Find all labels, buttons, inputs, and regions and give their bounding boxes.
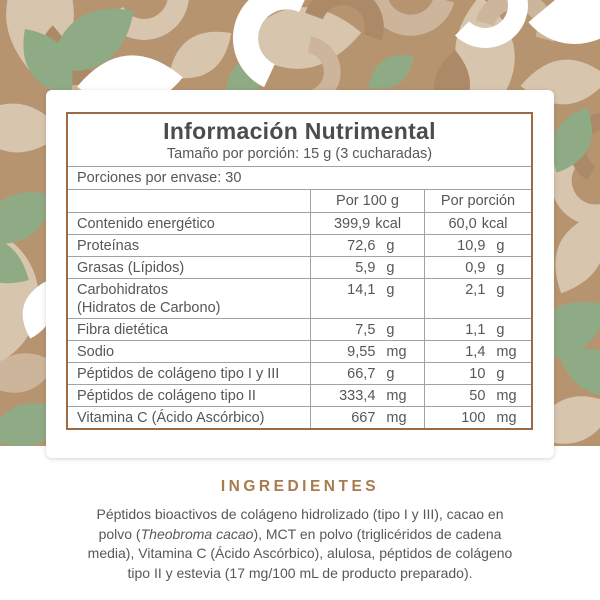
row-name: Proteínas [77,237,140,254]
value-number: 399,9 [333,215,371,232]
row-name-line2: (Hidratos de Carbono) [77,300,221,316]
value-number: 7,5 [355,321,376,338]
table-row [68,212,531,234]
value-number: 10 [469,365,486,382]
value-unit: g [386,365,395,382]
row-name: Péptidos de colágeno tipo II [77,387,256,404]
value-per-100g [310,279,424,318]
value-per-portion [424,319,531,340]
value-unit: mg [496,343,517,360]
column-header-row [68,189,531,212]
table-row [68,362,531,384]
value-unit: g [496,259,505,276]
value-unit: mg [386,387,407,404]
value-per-100g [310,385,424,406]
table-row [68,340,531,362]
value-per-portion [424,385,531,406]
value-number: 72,6 [347,237,376,254]
value-per-100g [310,407,424,428]
column-header-per-portion: Por porción [424,190,531,212]
value-unit: g [496,365,505,382]
value-per-100g [310,213,424,234]
ingredients-section [0,478,600,583]
row-name [68,279,310,318]
value-number: 66,7 [347,365,376,382]
value-unit: mg [386,409,407,426]
value-number: 1,1 [465,321,486,338]
value-per-portion [424,279,531,318]
ingredients-latin-name: Theobroma cacao [140,525,254,542]
value-number: 5,9 [355,259,376,276]
value-unit: g [386,282,395,298]
value-unit: mg [496,387,517,404]
table-title: Información Nutrimental [163,118,436,144]
value-unit: g [386,259,395,276]
value-number: 10,9 [457,237,486,254]
ingredients-line [0,525,600,545]
ingredients-text [0,505,600,583]
value-unit: kcal [481,215,508,232]
table-row [68,234,531,256]
table-row [68,256,531,278]
value-number: 60,0 [448,215,477,232]
value-number: 1,4 [465,343,486,360]
table-row [68,278,531,318]
value-number: 14,1 [347,282,376,298]
value-per-portion [424,407,531,428]
row-name: Sodio [77,343,115,360]
table-row [68,318,531,340]
value-number: 50 [469,387,486,404]
value-per-portion [424,257,531,278]
value-unit: g [496,237,505,254]
serving-size-text: Tamaño por porción: 15 g (3 cucharadas) [166,146,433,162]
nutrition-card [46,90,554,458]
value-per-portion [424,363,531,384]
ingredients-line-part: polvo ( [98,525,141,542]
row-name: Péptidos de colágeno tipo I y III [77,365,280,382]
row-name-line1: Carbohidratos [77,282,169,298]
servings-per-container: Porciones por envase: 30 [68,166,531,189]
value-per-100g [310,341,424,362]
value-unit: mg [386,343,407,360]
value-unit: g [386,237,395,254]
value-number: 2,1 [465,282,486,298]
table-row [68,384,531,406]
column-header-empty [68,190,310,212]
row-name: Vitamina C (Ácido Ascórbico) [77,409,265,426]
value-unit: g [386,321,395,338]
value-number: 667 [351,409,376,426]
value-unit: g [496,321,505,338]
ingredients-line: media), Vitamina C (Ácido Ascórbico), alulosa, péptidos de colágeno [87,545,513,561]
row-name: Fibra dietética [77,321,169,338]
value-unit: mg [496,409,517,426]
row-name: Contenido energético [77,215,215,232]
value-per-100g [310,257,424,278]
ingredients-heading: INGREDIENTES [220,478,380,495]
value-unit: kcal [375,215,402,232]
value-per-portion [424,213,531,234]
value-number: 100 [461,409,486,426]
value-per-portion [424,235,531,256]
ingredients-line: Péptidos bioactivos de colágeno hidrolizado (tipo I y III), cacao en [96,506,504,522]
value-number: 9,55 [347,343,376,360]
ingredients-line: tipo II y estevia (17 mg/100 mL de producto preparado). [127,564,473,581]
value-number: 0,9 [465,259,486,276]
nutrition-table [66,112,533,430]
table-header [68,114,531,166]
value-unit: g [496,282,505,298]
table-row [68,406,531,428]
column-header-per-100g: Por 100 g [310,190,424,212]
value-per-100g [310,319,424,340]
value-per-100g [310,363,424,384]
value-per-portion [424,341,531,362]
row-name: Grasas (Lípidos) [77,259,185,276]
value-per-100g [310,235,424,256]
ingredients-line-part: ), MCT en polvo (triglicéridos de cadena [253,525,502,542]
value-number: 333,4 [339,387,376,404]
